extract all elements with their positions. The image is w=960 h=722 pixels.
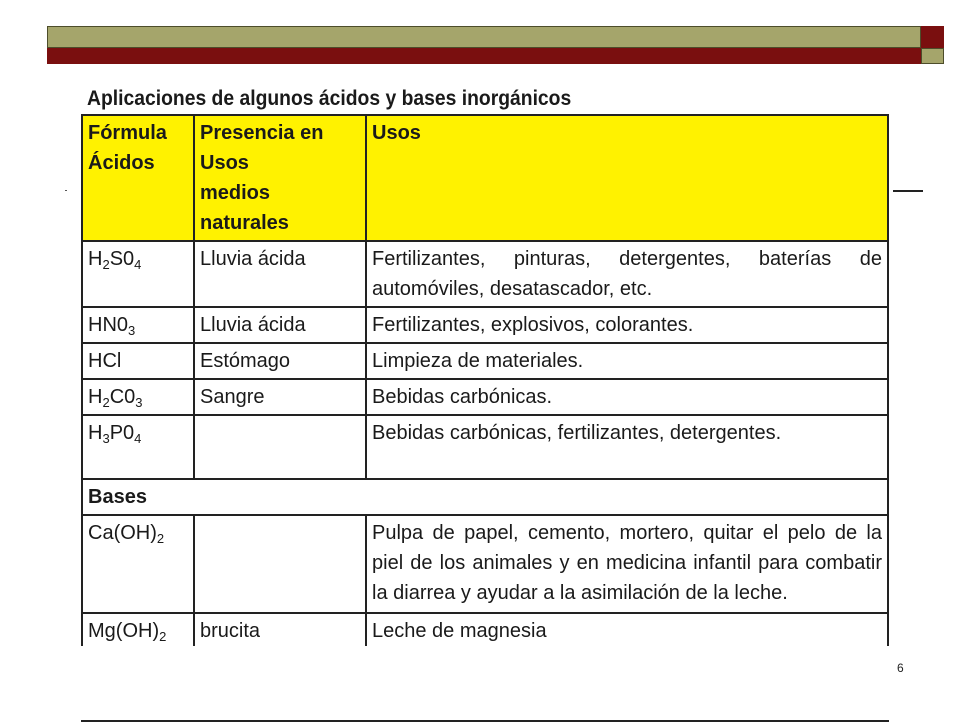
- formula-cell: $H_2S0_4$: [82, 241, 194, 307]
- table-row: [82, 307, 888, 343]
- formula-cell: $Ca(OH)_2$: [82, 515, 194, 613]
- presence-cell: Estómago: [194, 343, 366, 379]
- table-crop-mask: [60, 646, 920, 720]
- table-title: Aplicaciones de algunos ácidos y bases inorgánicos: [87, 87, 572, 110]
- table-row: [82, 613, 888, 649]
- presence-cell: Sangre: [194, 379, 366, 415]
- presence-cell: Lluvia ácida: [194, 307, 366, 343]
- table-row: [82, 343, 888, 379]
- table-header-row: [82, 115, 888, 241]
- bases-section-row: [82, 479, 888, 515]
- header-presence: Presencia en Usos medios naturales: [194, 115, 366, 241]
- uses-cell: Bebidas carbónicas, fertilizantes, detergentes.: [366, 415, 888, 479]
- header-band-red: [47, 48, 921, 64]
- header-formula: Fórmula Ácidos: [82, 115, 194, 241]
- uses-cell: Fertilizantes, pinturas, detergentes, baterías de automóviles, desatascador, etc.: [366, 241, 888, 307]
- page-number: 6: [897, 661, 904, 675]
- table-row: [82, 515, 888, 613]
- table-row: [82, 241, 888, 307]
- formula-cell: $HN0_3$: [82, 307, 194, 343]
- uses-cell: Limpieza de materiales.: [366, 343, 888, 379]
- corner-square-red: [921, 26, 944, 48]
- side-rule-line: [893, 190, 923, 192]
- presence-cell: brucita: [194, 613, 366, 649]
- formula-cell: HCl: [82, 343, 194, 379]
- formula-cell: $Mg(OH)_2$: [82, 613, 194, 649]
- bases-section-label: Bases: [82, 479, 888, 515]
- uses-cell: Pulpa de papel, cemento, mortero, quitar el pelo de la piel de los animales y en medicina infantil para combatir la diarrea y ayudar a la asimilación de la leche.: [366, 515, 888, 613]
- formula-cell: $H_3P0_4$: [82, 415, 194, 479]
- header-uses: Usos: [366, 115, 888, 241]
- uses-cell: Fertilizantes, explosivos, colorantes.: [366, 307, 888, 343]
- uses-cell: Bebidas carbónicas.: [366, 379, 888, 415]
- presence-cell: [194, 515, 366, 613]
- corner-square-olive: [921, 48, 944, 64]
- formula-cell: $H_2C0_3$: [82, 379, 194, 415]
- acids-bases-table: [81, 114, 889, 722]
- table-row: [82, 379, 888, 415]
- presence-cell: Lluvia ácida: [194, 241, 366, 307]
- header-band-olive: [47, 26, 921, 48]
- stray-mark: [65, 190, 67, 191]
- presence-cell: [194, 415, 366, 479]
- table-row: [82, 415, 888, 479]
- uses-cell: Leche de magnesia: [366, 613, 888, 649]
